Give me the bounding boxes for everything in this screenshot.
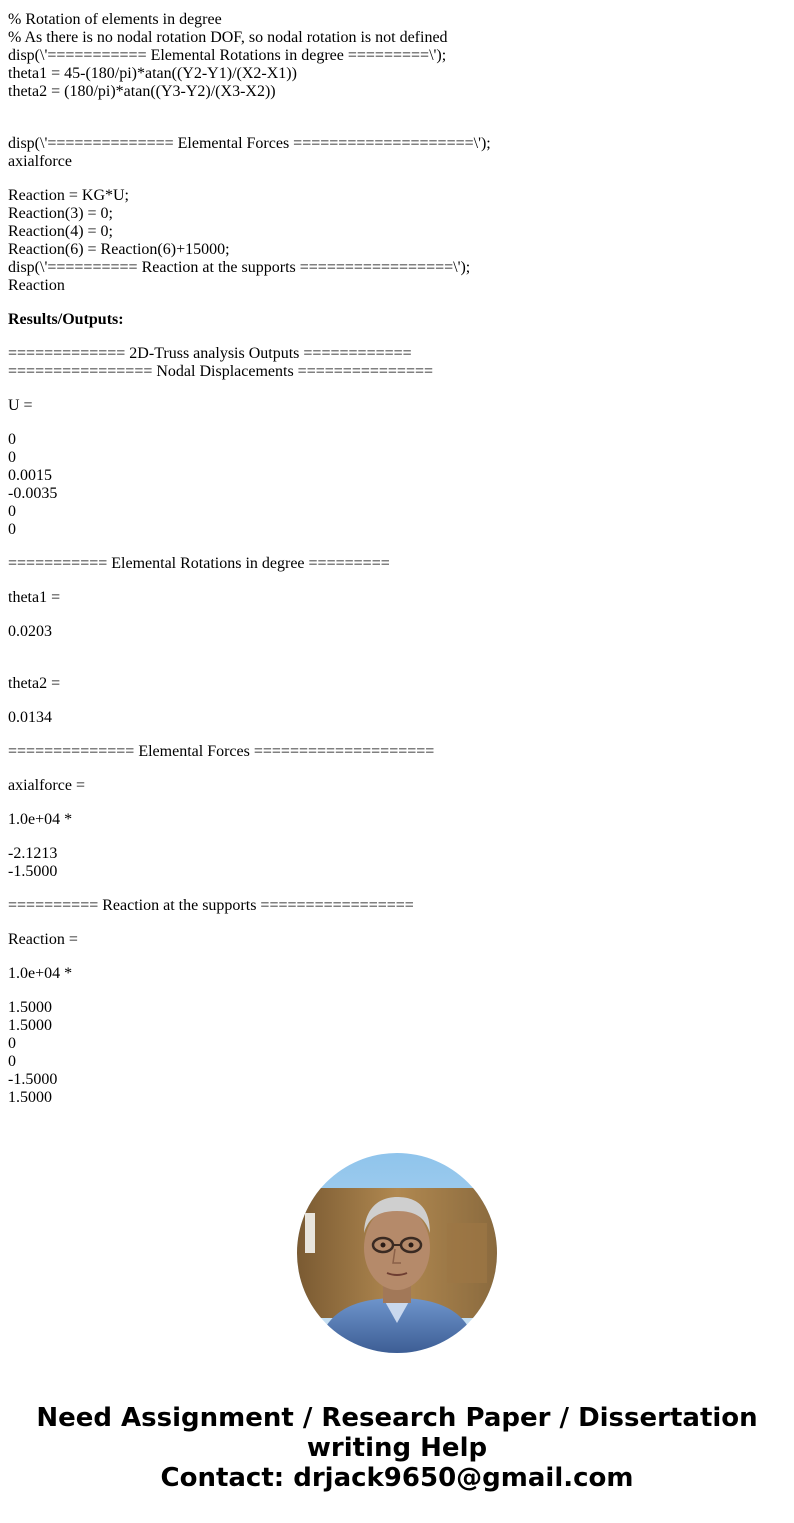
footer-line: Need Assignment / Research Paper / Dissertation — [36, 1403, 758, 1433]
output-value: 0 — [8, 431, 16, 448]
code-line: Reaction(3) = 0; — [8, 205, 113, 222]
output-header: ========== Reaction at the supports ================= — [8, 897, 414, 914]
output-label: theta2 = — [8, 675, 61, 692]
contact-email: Contact: drjack9650@gmail.com — [160, 1463, 634, 1493]
code-line: theta1 = 45-(180/pi)*atan((Y2-Y1)/(X2-X1)) — [8, 65, 297, 82]
code-line: theta2 = (180/pi)*atan((Y3-Y2)/(X3-X2)) — [8, 83, 276, 100]
output-label: Reaction = — [8, 931, 78, 948]
output-value: 0 — [8, 449, 16, 466]
contact-banner — [0, 1403, 794, 1493]
code-line: disp(\'============== Elemental Forces ====================\'); — [8, 135, 491, 152]
code-line: Reaction(4) = 0; — [8, 223, 113, 240]
output-header: ============= 2D-Truss analysis Outputs ============ — [8, 345, 412, 362]
code-line: Reaction = KG*U; — [8, 187, 129, 204]
output-value: 0.0203 — [8, 623, 52, 640]
output-value: 0 — [8, 1053, 16, 1070]
output-value: -2.1213 — [8, 845, 58, 862]
output-value: 0 — [8, 503, 16, 520]
output-scale: 1.0e+04 * — [8, 811, 73, 828]
output-value: 1.5000 — [8, 1089, 52, 1106]
output-value: 0.0015 — [8, 467, 52, 484]
output-value: 1.5000 — [8, 999, 52, 1016]
avatar — [297, 1153, 497, 1353]
code-line: axialforce — [8, 153, 72, 170]
output-label: theta1 = — [8, 589, 61, 606]
code-line: disp(\'=========== Elemental Rotations in degree =========\'); — [8, 47, 447, 64]
output-value: -1.5000 — [8, 863, 58, 880]
code-comment: % As there is no nodal rotation DOF, so nodal rotation is not defined — [8, 29, 448, 46]
output-label: U = — [8, 397, 33, 414]
code-comment: % Rotation of elements in degree — [8, 11, 222, 28]
output-value: -0.0035 — [8, 485, 58, 502]
code-line: disp(\'========== Reaction at the supports =================\'); — [8, 259, 471, 276]
document-body — [8, 11, 786, 1107]
output-value: 0 — [8, 1035, 16, 1052]
output-header: ============== Elemental Forces ==================== — [8, 743, 435, 760]
output-value: 0 — [8, 521, 16, 538]
code-line: Reaction — [8, 277, 65, 294]
output-scale: 1.0e+04 * — [8, 965, 73, 982]
output-header: =========== Elemental Rotations in degree ========= — [8, 555, 390, 572]
output-label: axialforce = — [8, 777, 85, 794]
results-heading: Results/Outputs: — [8, 311, 124, 328]
portrait-image — [297, 1153, 497, 1353]
output-header: ================ Nodal Displacements =============== — [8, 363, 434, 380]
output-value: -1.5000 — [8, 1071, 58, 1088]
code-line: Reaction(6) = Reaction(6)+15000; — [8, 241, 230, 258]
output-value: 1.5000 — [8, 1017, 52, 1034]
output-value: 0.0134 — [8, 709, 52, 726]
footer-line: writing Help — [306, 1433, 488, 1463]
